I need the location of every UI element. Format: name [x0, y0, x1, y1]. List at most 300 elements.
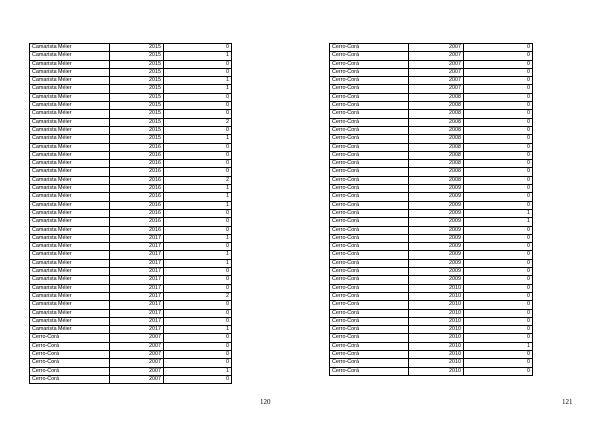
count-cell: 0	[164, 276, 232, 284]
location-cell: Camarista Méier	[30, 193, 110, 201]
location-cell: Cerro-Corá	[330, 68, 409, 76]
count-cell: 2	[164, 292, 232, 300]
year-cell: 2009	[409, 209, 464, 217]
year-cell: 2015	[110, 126, 164, 134]
table-row	[330, 176, 533, 184]
year-cell: 2007	[409, 44, 464, 52]
count-cell: 0	[464, 234, 533, 242]
count-cell: 0	[464, 118, 533, 126]
table-row	[30, 60, 232, 68]
count-cell: 1	[464, 218, 533, 226]
year-cell: 2010	[409, 342, 464, 350]
location-cell: Cerro-Corá	[330, 259, 409, 267]
location-cell: Camarista Méier	[30, 126, 110, 134]
location-cell: Camarista Méier	[30, 160, 110, 168]
year-cell: 2008	[409, 102, 464, 110]
count-cell: 0	[164, 284, 232, 292]
location-cell: Cerro-Corá	[30, 367, 110, 375]
table-row	[30, 209, 232, 217]
location-cell: Cerro-Corá	[330, 52, 409, 60]
year-cell: 2017	[110, 276, 164, 284]
count-cell: 0	[464, 193, 533, 201]
count-cell: 0	[464, 367, 533, 375]
location-cell: Cerro-Corá	[330, 234, 409, 242]
count-cell: 0	[464, 226, 533, 234]
table-row	[30, 93, 232, 101]
table-row	[30, 44, 232, 52]
table-body-right	[330, 44, 533, 376]
table-row	[330, 77, 533, 85]
table-row	[30, 375, 232, 383]
table-row	[330, 68, 533, 76]
count-cell: 1	[164, 185, 232, 193]
year-cell: 2016	[110, 168, 164, 176]
year-cell: 2015	[110, 85, 164, 93]
year-cell: 2010	[409, 292, 464, 300]
year-cell: 2010	[409, 326, 464, 334]
count-cell: 0	[164, 102, 232, 110]
location-cell: Camarista Méier	[30, 110, 110, 118]
location-cell: Camarista Méier	[30, 218, 110, 226]
count-cell: 0	[164, 309, 232, 317]
year-cell: 2009	[409, 259, 464, 267]
table-row	[30, 102, 232, 110]
count-cell: 2	[164, 176, 232, 184]
table-row	[30, 135, 232, 143]
table-row	[30, 160, 232, 168]
count-cell: 1	[164, 367, 232, 375]
count-cell: 0	[164, 143, 232, 151]
count-cell: 0	[464, 93, 533, 101]
year-cell: 2007	[110, 342, 164, 350]
count-cell: 0	[464, 309, 533, 317]
year-cell: 2017	[110, 268, 164, 276]
location-cell: Camarista Méier	[30, 243, 110, 251]
year-cell: 2016	[110, 176, 164, 184]
year-cell: 2016	[110, 193, 164, 201]
table-body-left	[30, 44, 232, 384]
year-cell: 2015	[110, 93, 164, 101]
count-cell: 1	[164, 234, 232, 242]
table-row	[30, 301, 232, 309]
location-cell: Cerro-Corá	[330, 359, 409, 367]
table-row	[330, 292, 533, 300]
count-cell: 0	[464, 68, 533, 76]
year-cell: 2017	[110, 243, 164, 251]
count-cell: 0	[464, 168, 533, 176]
location-cell: Cerro-Corá	[330, 350, 409, 358]
location-cell: Camarista Méier	[30, 185, 110, 193]
table-row	[330, 160, 533, 168]
count-cell: 0	[464, 102, 533, 110]
year-cell: 2016	[110, 209, 164, 217]
location-cell: Camarista Méier	[30, 226, 110, 234]
table-row	[330, 135, 533, 143]
table-row	[30, 151, 232, 159]
location-cell: Camarista Méier	[30, 135, 110, 143]
count-cell: 1	[164, 201, 232, 209]
count-cell: 0	[464, 60, 533, 68]
location-cell: Camarista Méier	[30, 251, 110, 259]
count-cell: 0	[164, 359, 232, 367]
location-cell: Cerro-Corá	[330, 301, 409, 309]
table-row	[30, 350, 232, 358]
year-cell: 2008	[409, 168, 464, 176]
year-cell: 2009	[409, 234, 464, 242]
location-cell: Cerro-Corá	[330, 102, 409, 110]
count-cell: 0	[464, 110, 533, 118]
table-row	[30, 218, 232, 226]
count-cell: 1	[164, 193, 232, 201]
table-row	[30, 185, 232, 193]
table-row	[330, 243, 533, 251]
location-cell: Camarista Méier	[30, 276, 110, 284]
count-cell: 0	[464, 251, 533, 259]
year-cell: 2009	[409, 185, 464, 193]
year-cell: 2009	[409, 243, 464, 251]
table-row	[30, 118, 232, 126]
count-cell: 1	[164, 77, 232, 85]
table-row	[30, 234, 232, 242]
table-row	[330, 218, 533, 226]
location-cell: Camarista Méier	[30, 209, 110, 217]
count-cell: 0	[164, 209, 232, 217]
count-cell: 0	[164, 218, 232, 226]
location-cell: Cerro-Corá	[330, 218, 409, 226]
table-row	[330, 309, 533, 317]
year-cell: 2010	[409, 284, 464, 292]
year-cell: 2008	[409, 126, 464, 134]
page-number-right: 121	[562, 398, 573, 406]
year-cell: 2009	[409, 268, 464, 276]
year-cell: 2008	[409, 176, 464, 184]
count-cell: 0	[464, 350, 533, 358]
count-cell: 0	[164, 317, 232, 325]
year-cell: 2015	[110, 77, 164, 85]
table-row	[30, 126, 232, 134]
location-cell: Camarista Méier	[30, 44, 110, 52]
table-row	[330, 118, 533, 126]
count-cell: 0	[164, 151, 232, 159]
year-cell: 2009	[409, 218, 464, 226]
location-cell: Camarista Méier	[30, 77, 110, 85]
table-row	[330, 268, 533, 276]
count-cell: 0	[464, 292, 533, 300]
count-cell: 0	[464, 317, 533, 325]
table-row	[330, 326, 533, 334]
count-cell: 0	[164, 243, 232, 251]
table-row	[30, 284, 232, 292]
table-row	[330, 209, 533, 217]
location-cell: Cerro-Corá	[330, 367, 409, 375]
table-row	[330, 93, 533, 101]
count-cell: 0	[464, 160, 533, 168]
table-row	[330, 60, 533, 68]
location-cell: Cerro-Corá	[330, 151, 409, 159]
table-row	[330, 350, 533, 358]
year-cell: 2017	[110, 301, 164, 309]
count-cell: 0	[464, 44, 533, 52]
count-cell: 2	[164, 118, 232, 126]
year-cell: 2007	[409, 52, 464, 60]
location-cell: Cerro-Corá	[330, 326, 409, 334]
count-cell: 0	[464, 334, 533, 342]
year-cell: 2007	[110, 375, 164, 383]
count-cell: 0	[164, 44, 232, 52]
count-cell: 0	[464, 143, 533, 151]
location-cell: Cerro-Corá	[330, 77, 409, 85]
location-cell: Cerro-Corá	[330, 176, 409, 184]
location-cell: Camarista Méier	[30, 284, 110, 292]
table-row	[330, 102, 533, 110]
table-row	[330, 126, 533, 134]
location-cell: Camarista Méier	[30, 176, 110, 184]
year-cell: 2009	[409, 251, 464, 259]
year-cell: 2017	[110, 259, 164, 267]
count-cell: 0	[164, 268, 232, 276]
location-cell: Cerro-Corá	[330, 160, 409, 168]
table-row	[330, 193, 533, 201]
year-cell: 2010	[409, 367, 464, 375]
table-row	[30, 359, 232, 367]
table-row	[330, 52, 533, 60]
location-cell: Cerro-Corá	[330, 168, 409, 176]
location-cell: Cerro-Corá	[330, 268, 409, 276]
year-cell: 2015	[110, 118, 164, 126]
table-row	[330, 85, 533, 93]
table-row	[330, 317, 533, 325]
location-cell: Cerro-Corá	[330, 243, 409, 251]
count-cell: 0	[464, 359, 533, 367]
count-cell: 0	[464, 77, 533, 85]
table-row	[330, 284, 533, 292]
table-row	[330, 334, 533, 342]
table-row	[30, 201, 232, 209]
count-cell: 0	[164, 375, 232, 383]
year-cell: 2008	[409, 93, 464, 101]
location-cell: Camarista Méier	[30, 326, 110, 334]
year-cell: 2008	[409, 160, 464, 168]
count-cell: 0	[464, 201, 533, 209]
count-cell: 0	[164, 93, 232, 101]
table-row	[30, 243, 232, 251]
year-cell: 2015	[110, 60, 164, 68]
year-cell: 2016	[110, 151, 164, 159]
year-cell: 2009	[409, 276, 464, 284]
count-cell: 0	[164, 350, 232, 358]
year-cell: 2008	[409, 110, 464, 118]
year-cell: 2016	[110, 185, 164, 193]
table-row	[330, 276, 533, 284]
count-cell: 0	[464, 276, 533, 284]
table-row	[30, 168, 232, 176]
table-row	[30, 226, 232, 234]
count-cell: 0	[164, 334, 232, 342]
table-row	[330, 185, 533, 193]
location-cell: Camarista Méier	[30, 52, 110, 60]
year-cell: 2010	[409, 301, 464, 309]
count-cell: 0	[464, 268, 533, 276]
location-cell: Cerro-Corá	[330, 334, 409, 342]
table-row	[330, 226, 533, 234]
table-row	[30, 251, 232, 259]
location-cell: Cerro-Corá	[330, 60, 409, 68]
table-row	[330, 143, 533, 151]
data-table-right	[329, 43, 533, 376]
year-cell: 2016	[110, 201, 164, 209]
location-cell: Camarista Méier	[30, 68, 110, 76]
year-cell: 2009	[409, 193, 464, 201]
location-cell: Cerro-Corá	[330, 309, 409, 317]
table-row	[30, 268, 232, 276]
year-cell: 2009	[409, 201, 464, 209]
location-cell: Cerro-Corá	[330, 251, 409, 259]
location-cell: Cerro-Corá	[330, 209, 409, 217]
location-cell: Camarista Méier	[30, 102, 110, 110]
location-cell: Cerro-Corá	[330, 44, 409, 52]
year-cell: 2017	[110, 292, 164, 300]
location-cell: Camarista Méier	[30, 201, 110, 209]
table-row	[330, 151, 533, 159]
year-cell: 2017	[110, 251, 164, 259]
location-cell: Cerro-Corá	[30, 334, 110, 342]
table-row	[30, 259, 232, 267]
location-cell: Cerro-Corá	[30, 350, 110, 358]
year-cell: 2009	[409, 226, 464, 234]
count-cell: 0	[464, 151, 533, 159]
location-cell: Cerro-Corá	[330, 276, 409, 284]
count-cell: 1	[164, 326, 232, 334]
table-row	[30, 292, 232, 300]
year-cell: 2016	[110, 218, 164, 226]
location-cell: Cerro-Corá	[330, 292, 409, 300]
table-row	[330, 301, 533, 309]
year-cell: 2016	[110, 160, 164, 168]
location-cell: Camarista Méier	[30, 309, 110, 317]
year-cell: 2008	[409, 118, 464, 126]
year-cell: 2010	[409, 309, 464, 317]
year-cell: 2015	[110, 110, 164, 118]
table-row	[30, 143, 232, 151]
count-cell: 0	[164, 126, 232, 134]
year-cell: 2007	[409, 85, 464, 93]
location-cell: Cerro-Corá	[30, 342, 110, 350]
year-cell: 2017	[110, 326, 164, 334]
table-row	[30, 68, 232, 76]
year-cell: 2010	[409, 317, 464, 325]
table-row	[330, 367, 533, 375]
year-cell: 2007	[110, 367, 164, 375]
location-cell: Camarista Méier	[30, 234, 110, 242]
count-cell: 1	[464, 342, 533, 350]
year-cell: 2007	[409, 77, 464, 85]
location-cell: Cerro-Corá	[330, 93, 409, 101]
count-cell: 0	[464, 243, 533, 251]
count-cell: 0	[164, 301, 232, 309]
count-cell: 0	[464, 259, 533, 267]
count-cell: 0	[464, 284, 533, 292]
year-cell: 2010	[409, 350, 464, 358]
year-cell: 2008	[409, 135, 464, 143]
data-table-left	[29, 43, 232, 384]
location-cell: Camarista Méier	[30, 301, 110, 309]
location-cell: Camarista Méier	[30, 143, 110, 151]
year-cell: 2008	[409, 143, 464, 151]
location-cell: Cerro-Corá	[330, 118, 409, 126]
year-cell: 2010	[409, 334, 464, 342]
year-cell: 2017	[110, 234, 164, 242]
table-row	[30, 176, 232, 184]
table-row	[330, 201, 533, 209]
count-cell: 0	[164, 168, 232, 176]
count-cell: 0	[164, 110, 232, 118]
year-cell: 2007	[110, 359, 164, 367]
year-cell: 2015	[110, 135, 164, 143]
table-row	[30, 85, 232, 93]
count-cell: 0	[464, 85, 533, 93]
year-cell: 2008	[409, 151, 464, 159]
count-cell: 1	[164, 251, 232, 259]
year-cell: 2016	[110, 143, 164, 151]
count-cell: 0	[464, 326, 533, 334]
location-cell: Camarista Méier	[30, 317, 110, 325]
count-cell: 0	[464, 52, 533, 60]
location-cell: Camarista Méier	[30, 60, 110, 68]
location-cell: Camarista Méier	[30, 268, 110, 276]
count-cell: 0	[164, 60, 232, 68]
table-row	[330, 234, 533, 242]
year-cell: 2007	[110, 350, 164, 358]
year-cell: 2015	[110, 44, 164, 52]
table-row	[30, 342, 232, 350]
page-number-left: 120	[260, 398, 271, 406]
table-row	[330, 251, 533, 259]
location-cell: Cerro-Corá	[330, 85, 409, 93]
count-cell: 0	[164, 68, 232, 76]
year-cell: 2007	[110, 334, 164, 342]
location-cell: Cerro-Corá	[330, 193, 409, 201]
count-cell: 0	[164, 160, 232, 168]
table-row	[30, 309, 232, 317]
count-cell: 1	[464, 209, 533, 217]
table-row	[330, 110, 533, 118]
table-row	[30, 77, 232, 85]
location-cell: Camarista Méier	[30, 292, 110, 300]
table-row	[30, 367, 232, 375]
location-cell: Cerro-Corá	[330, 201, 409, 209]
table-row	[330, 342, 533, 350]
table-row	[330, 259, 533, 267]
count-cell: 0	[164, 342, 232, 350]
location-cell: Camarista Méier	[30, 118, 110, 126]
year-cell: 2016	[110, 226, 164, 234]
table-row	[30, 317, 232, 325]
location-cell: Cerro-Corá	[330, 342, 409, 350]
location-cell: Cerro-Corá	[330, 284, 409, 292]
location-cell: Cerro-Corá	[330, 126, 409, 134]
location-cell: Camarista Méier	[30, 85, 110, 93]
year-cell: 2007	[409, 60, 464, 68]
table-row	[330, 359, 533, 367]
count-cell: 0	[464, 301, 533, 309]
location-cell: Camarista Méier	[30, 168, 110, 176]
count-cell: 0	[464, 176, 533, 184]
year-cell: 2015	[110, 52, 164, 60]
table-row	[30, 326, 232, 334]
location-cell: Cerro-Corá	[330, 226, 409, 234]
year-cell: 2010	[409, 359, 464, 367]
count-cell: 0	[464, 126, 533, 134]
